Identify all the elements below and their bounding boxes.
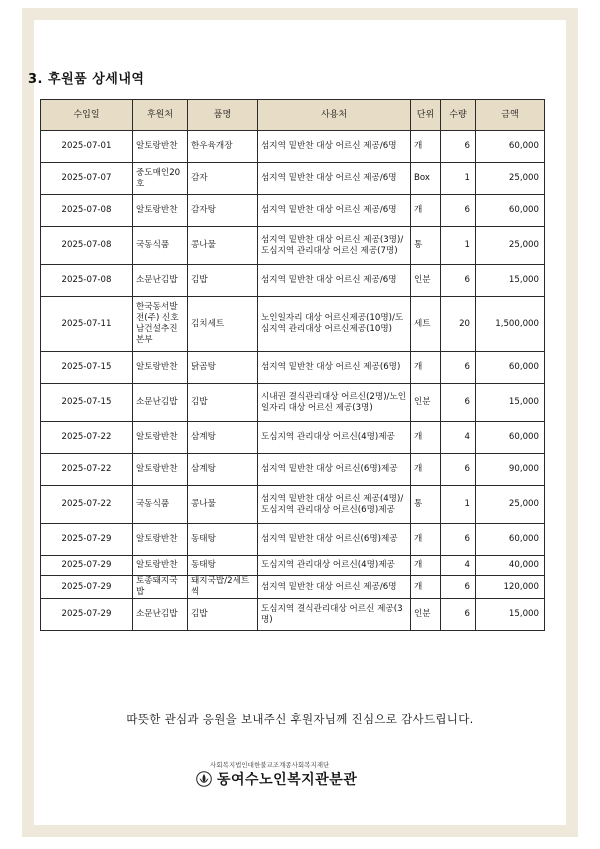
cell-donor: 알토랑반찬	[133, 352, 188, 384]
cell-quantity: 6	[441, 576, 476, 599]
table-header-row	[41, 100, 545, 131]
cell-date: 2025-07-15	[41, 352, 133, 384]
cell-date: 2025-07-22	[41, 422, 133, 454]
cell-item: 돼지국밥/2세트씩	[188, 576, 258, 599]
cell-amount: 90,000	[476, 454, 545, 486]
cell-amount: 15,000	[476, 599, 545, 631]
cell-unit: 개	[411, 576, 441, 599]
header-item: 품명	[188, 100, 258, 131]
cell-amount: 60,000	[476, 524, 545, 556]
cell-item: 한우육개장	[188, 131, 258, 163]
cell-donor: 토종돼지국밥	[133, 576, 188, 599]
cell-item: 닭곰탕	[188, 352, 258, 384]
cell-donor: 국동식품	[133, 227, 188, 265]
org-signature	[196, 769, 357, 789]
cell-usage: 섬지역 밑반찬 대상 어르신 제공/6명	[258, 195, 411, 227]
cell-unit: 인분	[411, 599, 441, 631]
cell-donor: 소문난김밥	[133, 599, 188, 631]
lotus-logo-icon	[196, 771, 212, 787]
cell-usage: 섬지역 밑반찬 대상 어르신(6명)제공	[258, 454, 411, 486]
cell-item: 동태탕	[188, 524, 258, 556]
cell-amount: 1,500,000	[476, 297, 545, 352]
cell-quantity: 6	[441, 131, 476, 163]
cell-item: 김밥	[188, 265, 258, 297]
cell-usage: 섬지역 밑반찬 대상 어르신 제공/6명	[258, 576, 411, 599]
table-row	[41, 454, 545, 486]
cell-quantity: 6	[441, 524, 476, 556]
cell-date: 2025-07-29	[41, 556, 133, 576]
cell-donor: 알토랑반찬	[133, 195, 188, 227]
cell-quantity: 1	[441, 486, 476, 524]
cell-date: 2025-07-01	[41, 131, 133, 163]
cell-donor: 소문난김밥	[133, 265, 188, 297]
cell-unit: 세트	[411, 297, 441, 352]
cell-amount: 25,000	[476, 163, 545, 195]
cell-quantity: 20	[441, 297, 476, 352]
org-subtitle: 사회복지법인대한불교조계종사회복지재단	[210, 761, 330, 769]
table-row	[41, 556, 545, 576]
table-row	[41, 265, 545, 297]
cell-unit: 개	[411, 422, 441, 454]
cell-amount: 120,000	[476, 576, 545, 599]
cell-item: 콩나물	[188, 486, 258, 524]
cell-donor: 알토랑반찬	[133, 556, 188, 576]
cell-item: 삼계탕	[188, 422, 258, 454]
cell-date: 2025-07-29	[41, 524, 133, 556]
table-row	[41, 486, 545, 524]
cell-unit: 통	[411, 486, 441, 524]
cell-donor: 소문난김밥	[133, 384, 188, 422]
table-row	[41, 599, 545, 631]
cell-item: 김치세트	[188, 297, 258, 352]
cell-unit: 개	[411, 454, 441, 486]
cell-quantity: 1	[441, 163, 476, 195]
cell-donor: 알토랑반찬	[133, 131, 188, 163]
cell-item: 감자탕	[188, 195, 258, 227]
cell-unit: 개	[411, 195, 441, 227]
cell-item: 김밥	[188, 599, 258, 631]
cell-usage: 섬지역 밑반찬 대상 어르신 제공(4명)/도심지역 관리대상 어르신(6명)제공	[258, 486, 411, 524]
cell-amount: 25,000	[476, 486, 545, 524]
thank-you-message: 따뜻한 관심과 응원을 보내주신 후원자님께 진심으로 감사드립니다.	[126, 712, 474, 726]
cell-usage: 섬지역 밑반찬 대상 어르신 제공/6명	[258, 265, 411, 297]
donation-detail-table	[40, 99, 545, 631]
cell-donor: 알토랑반찬	[133, 422, 188, 454]
table-row	[41, 352, 545, 384]
table-row	[41, 297, 545, 352]
cell-quantity: 6	[441, 265, 476, 297]
cell-donor: 알토랑반찬	[133, 524, 188, 556]
header-unit: 단위	[411, 100, 441, 131]
cell-date: 2025-07-22	[41, 454, 133, 486]
cell-quantity: 4	[441, 422, 476, 454]
cell-date: 2025-07-08	[41, 265, 133, 297]
cell-usage: 노인일자리 대상 어르신제공(10명)/도심지역 관리대상 어르신제공(10명)	[258, 297, 411, 352]
cell-usage: 도심지역 관리대상 어르신(4명)제공	[258, 556, 411, 576]
table-row	[41, 422, 545, 454]
cell-unit: 개	[411, 524, 441, 556]
cell-unit: Box	[411, 163, 441, 195]
cell-quantity: 6	[441, 599, 476, 631]
cell-usage: 섬지역 밑반찬 대상 어르신 제공/6명	[258, 163, 411, 195]
cell-amount: 60,000	[476, 131, 545, 163]
cell-amount: 15,000	[476, 265, 545, 297]
cell-unit: 인분	[411, 265, 441, 297]
table-row	[41, 384, 545, 422]
table-row	[41, 131, 545, 163]
cell-item: 콩나물	[188, 227, 258, 265]
cell-amount: 60,000	[476, 352, 545, 384]
table-row	[41, 195, 545, 227]
cell-donor: 국동식품	[133, 486, 188, 524]
cell-date: 2025-07-15	[41, 384, 133, 422]
header-donor: 후원처	[133, 100, 188, 131]
cell-date: 2025-07-11	[41, 297, 133, 352]
cell-item: 동태탕	[188, 556, 258, 576]
cell-donor: 중도매인20호	[133, 163, 188, 195]
cell-usage: 도심지역 관리대상 어르신(4명)제공	[258, 422, 411, 454]
cell-item: 김밥	[188, 384, 258, 422]
cell-date: 2025-07-07	[41, 163, 133, 195]
cell-date: 2025-07-08	[41, 227, 133, 265]
cell-quantity: 6	[441, 384, 476, 422]
cell-amount: 60,000	[476, 195, 545, 227]
cell-date: 2025-07-08	[41, 195, 133, 227]
cell-donor: 알토랑반찬	[133, 454, 188, 486]
table-row	[41, 163, 545, 195]
section-title: 3. 후원품 상세내역	[28, 72, 145, 87]
cell-usage: 시내권 결식관리대상 어르신(2명)/노인일자리 대상 어르신 제공(3명)	[258, 384, 411, 422]
header-usage: 사용처	[258, 100, 411, 131]
cell-date: 2025-07-22	[41, 486, 133, 524]
cell-quantity: 6	[441, 352, 476, 384]
cell-donor: 한국동서발전(주) 신호남건설추진본부	[133, 297, 188, 352]
cell-date: 2025-07-29	[41, 576, 133, 599]
header-amount: 금액	[476, 100, 545, 131]
cell-unit: 개	[411, 352, 441, 384]
cell-date: 2025-07-29	[41, 599, 133, 631]
cell-amount: 25,000	[476, 227, 545, 265]
cell-usage: 섬지역 밑반찬 대상 어르신 제공/6명	[258, 131, 411, 163]
cell-item: 삼계탕	[188, 454, 258, 486]
header-date: 수입일	[41, 100, 133, 131]
cell-unit: 개	[411, 556, 441, 576]
cell-quantity: 1	[441, 227, 476, 265]
cell-unit: 인분	[411, 384, 441, 422]
cell-usage: 도심지역 결식관리대상 어르신 제공(3명)	[258, 599, 411, 631]
cell-usage: 섬지역 밑반찬 대상 어르신 제공(3명)/도심지역 관리대상 어르신 제공(7명)	[258, 227, 411, 265]
cell-quantity: 4	[441, 556, 476, 576]
table-row	[41, 576, 545, 599]
cell-amount: 15,000	[476, 384, 545, 422]
cell-unit: 개	[411, 131, 441, 163]
cell-usage: 섬지역 밑반찬 대상 어르신 제공(6명)	[258, 352, 411, 384]
cell-item: 감자	[188, 163, 258, 195]
header-quantity: 수량	[441, 100, 476, 131]
cell-amount: 60,000	[476, 422, 545, 454]
table-row	[41, 227, 545, 265]
cell-amount: 40,000	[476, 556, 545, 576]
org-name: 동여수노인복지관분관	[217, 772, 358, 788]
table-row	[41, 524, 545, 556]
cell-usage: 섬지역 밑반찬 대상 어르신(6명)제공	[258, 524, 411, 556]
cell-unit: 통	[411, 227, 441, 265]
cell-quantity: 6	[441, 195, 476, 227]
cell-quantity: 6	[441, 454, 476, 486]
